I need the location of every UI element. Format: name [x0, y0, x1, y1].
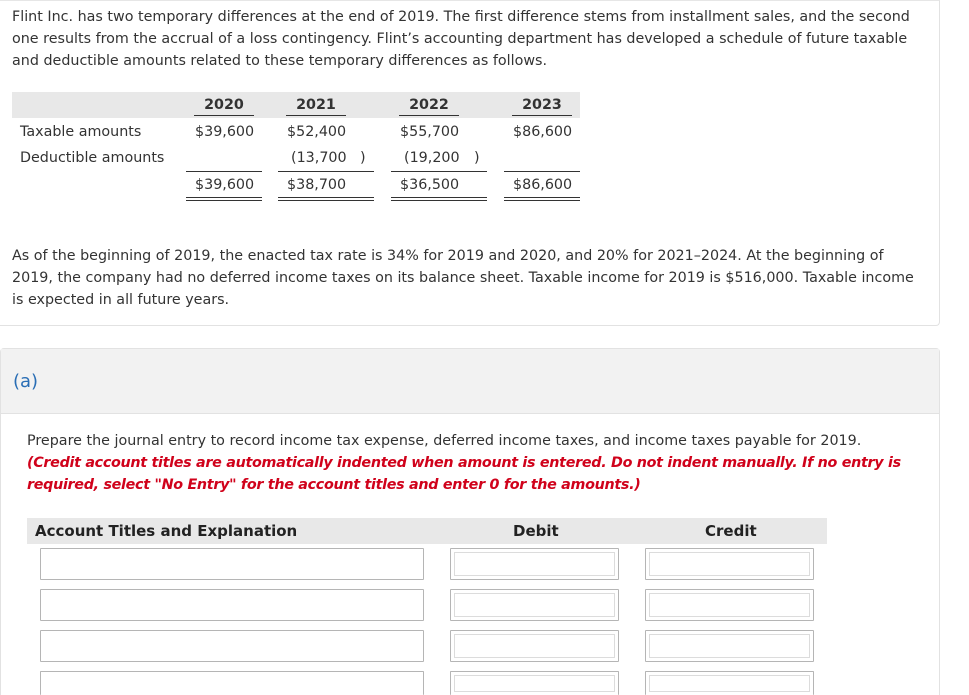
instruction-note: (Credit account titles are automatically indented when amount is entered. Do not indent manually. If no entry is required, select "No Entry" for the account titles and enter 0 for the amounts.) — [27, 455, 901, 493]
taxable-2020: $39,600 — [195, 124, 255, 140]
deductible-label: Deductible amounts — [20, 150, 165, 166]
underline — [286, 115, 346, 116]
debit-input[interactable] — [450, 671, 619, 695]
total-double-line — [278, 197, 374, 201]
total-2021: $38,700 — [287, 177, 347, 193]
credit-input[interactable] — [645, 589, 814, 621]
problem-card — [0, 0, 940, 326]
deductible-2022-paren: ) — [474, 150, 480, 166]
year-2021: 2021 — [296, 97, 336, 113]
subtotal-line — [186, 171, 262, 172]
total-double-line — [504, 197, 580, 201]
schedule-table — [12, 92, 580, 202]
total-2023: $86,600 — [513, 177, 573, 193]
account-title-input[interactable] — [40, 589, 424, 621]
credit-input[interactable] — [645, 630, 814, 662]
subtotal-line — [278, 171, 374, 172]
debit-input[interactable] — [450, 630, 619, 662]
credit-input[interactable] — [645, 548, 814, 580]
col-debit: Debit — [513, 522, 559, 540]
total-double-line — [391, 197, 487, 201]
deductible-2021-paren: ) — [360, 150, 366, 166]
taxable-label: Taxable amounts — [20, 124, 142, 140]
intro-text: Flint Inc. has two temporary differences at the end of 2019. The first difference stems from installment sales, and the second one results from the accrual of a loss contingency. Flint’s accounting department has developed a schedule of future taxable and deductible amounts related to these temporary differences as follows. — [12, 9, 910, 69]
total-2020: $39,600 — [195, 177, 255, 193]
debit-input[interactable] — [450, 548, 619, 580]
journal-header — [27, 518, 827, 544]
subtotal-line — [391, 171, 487, 172]
taxable-2022: $55,700 — [400, 124, 460, 140]
part-a-header — [1, 349, 939, 414]
col-account-title: Account Titles and Explanation — [35, 522, 298, 540]
account-title-input[interactable] — [40, 548, 424, 580]
underline — [512, 115, 572, 116]
taxable-2023: $86,600 — [513, 124, 573, 140]
debit-input[interactable] — [450, 589, 619, 621]
part-label: (a) — [13, 371, 39, 392]
instruction-text — [27, 430, 907, 496]
instruction-main: Prepare the journal entry to record income tax expense, deferred income taxes, and income taxes payable for 2019. — [27, 433, 862, 449]
total-double-line — [186, 197, 262, 201]
subtotal-line — [504, 171, 580, 172]
deductible-2022: (19,200 — [404, 150, 460, 166]
underline — [194, 115, 254, 116]
underline — [399, 115, 459, 116]
deductible-2021: (13,700 — [291, 150, 347, 166]
year-2020: 2020 — [204, 97, 244, 113]
taxable-2021: $52,400 — [287, 124, 347, 140]
credit-input[interactable] — [645, 671, 814, 695]
account-title-input[interactable] — [40, 630, 424, 662]
rates-text: As of the beginning of 2019, the enacted tax rate is 34% for 2019 and 2020, and 20% for 2021–2024. At the beginning of 2019, the company had no deferred income taxes on its balance sheet. Taxable income for 2019 is $516,000. Taxable income is expected in all future years. — [12, 248, 914, 308]
col-credit: Credit — [705, 522, 757, 540]
total-2022: $36,500 — [400, 177, 460, 193]
year-2022: 2022 — [409, 97, 449, 113]
account-title-input[interactable] — [40, 671, 424, 695]
year-2023: 2023 — [522, 97, 562, 113]
